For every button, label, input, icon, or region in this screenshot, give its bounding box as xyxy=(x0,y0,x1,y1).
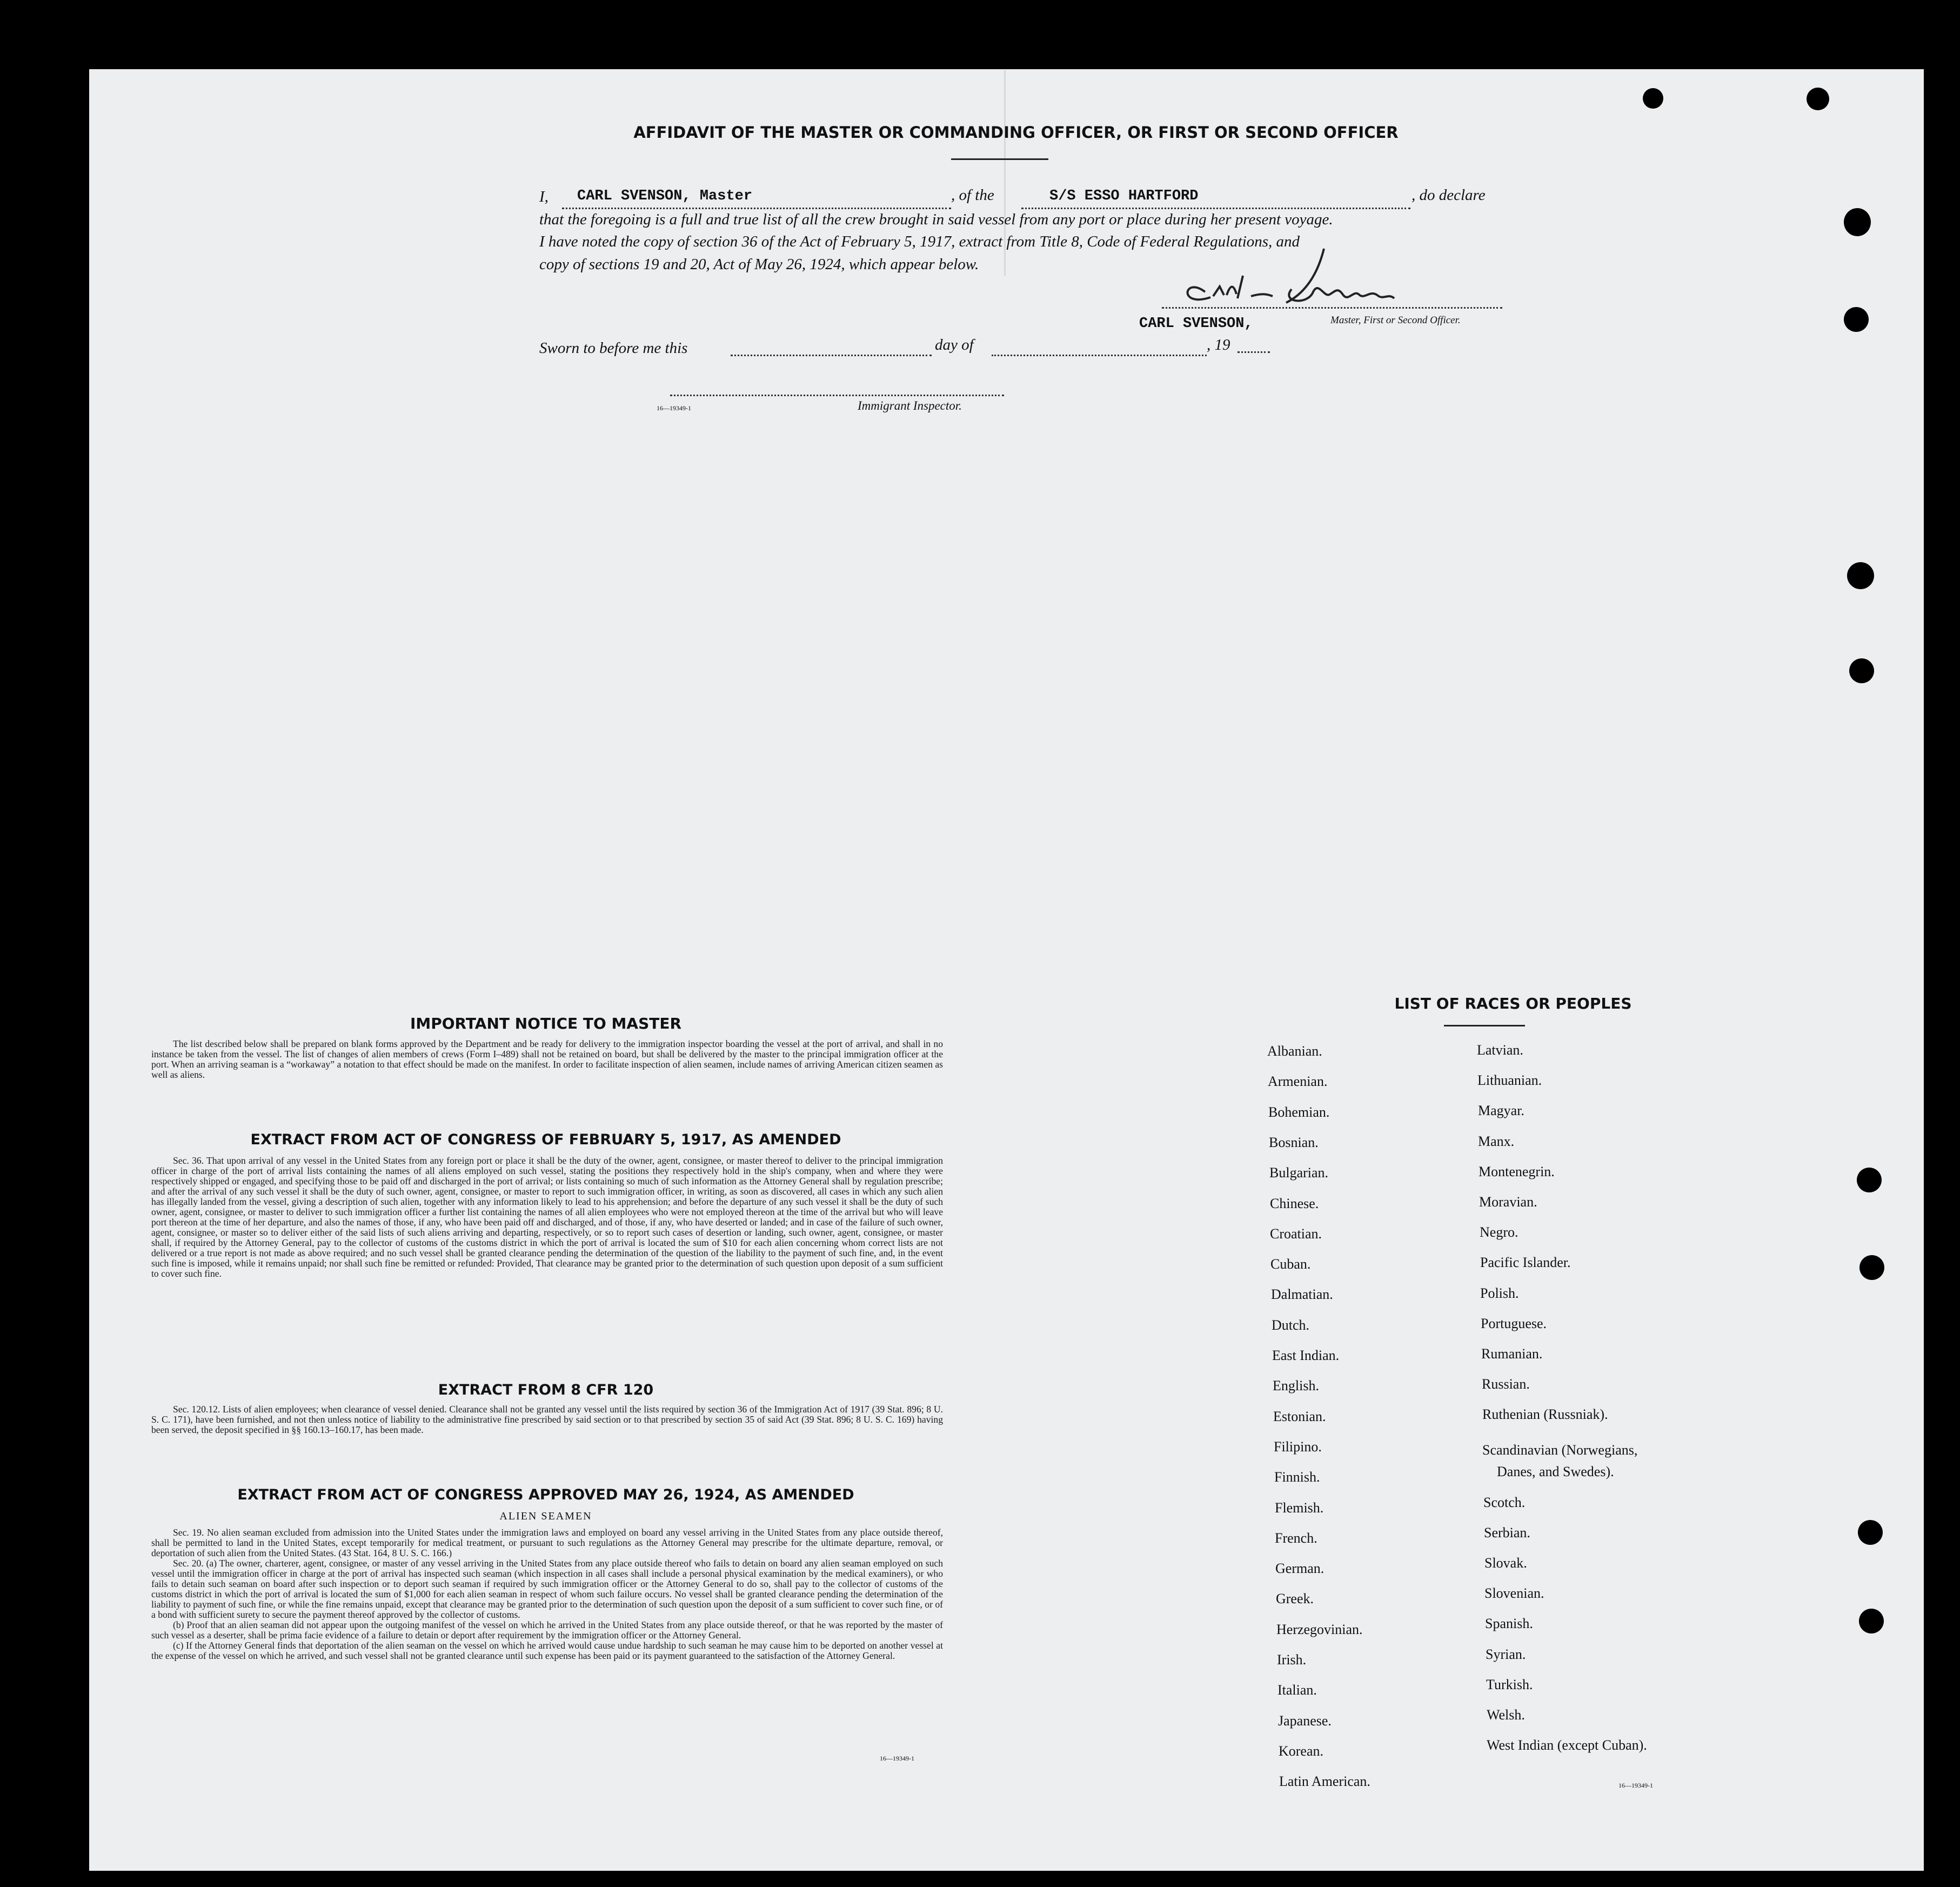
race-item: Finnish. xyxy=(1274,1469,1320,1485)
race-item: Danes, and Swedes). xyxy=(1497,1464,1614,1479)
extract-form-number: 16—19349-1 xyxy=(880,1755,914,1762)
of-the-label: , of the xyxy=(951,186,994,204)
race-item: Portuguese. xyxy=(1481,1316,1547,1331)
race-item: Croatian. xyxy=(1270,1226,1322,1242)
extract-1924-title: EXTRACT FROM ACT OF CONGRESS APPROVED MAY 26, 1924, AS AMENDED xyxy=(237,1486,854,1503)
race-item: Italian. xyxy=(1277,1682,1317,1698)
race-item: Scandinavian (Norwegians, xyxy=(1482,1442,1638,1458)
race-item: Turkish. xyxy=(1486,1677,1533,1692)
year-label: , 19 xyxy=(1207,336,1230,354)
race-item: Rumanian. xyxy=(1481,1346,1543,1362)
title-rule xyxy=(951,158,1048,160)
race-item: East Indian. xyxy=(1272,1348,1340,1363)
race-item: Estonian. xyxy=(1273,1409,1326,1424)
race-item: Slovak. xyxy=(1484,1555,1527,1571)
punch-hole xyxy=(1844,307,1869,332)
extract-1917-title: EXTRACT FROM ACT OF CONGRESS OF FEBRUARY 5, 1917, AS AMENDED xyxy=(250,1131,841,1148)
race-item: Chinese. xyxy=(1270,1196,1319,1211)
extract-1924-p3: (b) Proof that an alien seaman did not appear upon the outgoing manifest of the vessel on which he arrived in the United States from any place outside thereof, or that he was reported by the master of such vessel as a deserter, shall be prima facie evidence of a failure to detain or deport after requirement by the immigration officer or the Attorney General. xyxy=(151,1619,943,1641)
race-item: Moravian. xyxy=(1479,1194,1537,1210)
race-item: English. xyxy=(1273,1378,1319,1393)
race-item: Pacific Islander. xyxy=(1480,1255,1571,1270)
extract-1924-p1: Sec. 19. No alien seaman excluded from admission into the United States under the immigration laws and employed on board any vessel arriving in the United States from any place outside thereof, shall be permitted to land in the United States, except temporarily for medical treatment, or pursuant to such regulations as the Attorney General may prescribe for the ultimate departure, removal, or deportation of such alien from the United States. (43 Stat. 164, 8 U. S. C. 166.) xyxy=(151,1527,943,1558)
race-item: Bosnian. xyxy=(1269,1135,1319,1150)
race-item: West Indian (except Cuban). xyxy=(1487,1737,1647,1753)
race-item: Flemish. xyxy=(1275,1500,1324,1516)
races-title-rule xyxy=(1444,1025,1525,1026)
race-item: Cuban. xyxy=(1270,1256,1311,1272)
signer-title: Master, First or Second Officer. xyxy=(1330,315,1461,326)
punch-hole xyxy=(1857,1168,1882,1192)
extract-1917-text: Sec. 36. That upon arrival of any vessel in the United States from any foreign port or place it shall be the duty of the owner, agent, consignee, or master thereof to deliver to the principal immigration officer in charge of the port of arrival lists containing the names of all aliens employed on such vessel, stating the positions they respectively hold in the ship's company, when and where they were respectively shipped or engaged, and specifying those to be paid off and discharged in the port of arrival; or lists containing so much of such information as the Attorney General shall by regulation prescribe; and after the arrival of any such vessel it shall be the duty of such owner, agent, consignee, or master to report to such immigration officer, in writing, as soon as discovered, all cases in which any such alien has illegally landed from the vessel, giving a description of such alien, together with any information likely to lead to his apprehension; and before the departure of any such vessel it shall be the duty of such owner, agent, consignee, or master to deliver to such immigration officer a further list containing the names of all alien employees who were not employed thereon at the time of the arrival but who will leave port thereon at the time of her departure, and also the names of those, if any, who have been paid off and discharged, and of those, if any, who have deserted or landed; and in case of the failure of such owner, agent, consignee, or master so to deliver either of the said lists of such aliens arriving and departing, respectively, or so to report such cases of desertion or landing, such owner, agent, consignee, or master shall, if required by the Attorney General, pay to the collector of customs of the customs district in which the port of arrival is located the sum of $10 for each alien concerning whom correct lists are not delivered or a true report is not made as above required; and no such vessel shall be granted clearance pending the determination of the question of the liability to the payment of such fine, and, in the event such fine is imposed, while it remains unpaid; nor shall such fine be remitted or refunded: Provided, That clearance may be granted prior to the determination of such question upon deposit of a sum sufficient to cover such fine. xyxy=(151,1155,943,1279)
races-title: LIST OF RACES OR PEOPLES xyxy=(1394,995,1632,1012)
sworn-day-line xyxy=(731,355,932,356)
master-name-typed: CARL SVENSON, Master xyxy=(577,188,753,204)
extract-cfr-block xyxy=(151,1404,943,1435)
race-item: Magyar. xyxy=(1478,1103,1524,1118)
extract-1917-block xyxy=(151,1156,943,1279)
i-label: I, xyxy=(539,188,548,205)
race-item: Irish. xyxy=(1277,1652,1307,1668)
races-form-number: 16—19349-1 xyxy=(1618,1782,1653,1789)
notice-text-block xyxy=(151,1039,943,1080)
do-declare-label: , do declare xyxy=(1412,186,1486,204)
inspector-label: Immigrant Inspector. xyxy=(858,399,962,412)
sworn-year-line xyxy=(1237,351,1270,353)
race-item: Scotch. xyxy=(1483,1495,1526,1510)
name-line xyxy=(562,208,951,209)
race-item: Dutch. xyxy=(1272,1317,1310,1333)
punch-hole xyxy=(1847,562,1874,589)
notice-title: IMPORTANT NOTICE TO MASTER xyxy=(410,1015,682,1032)
punch-hole xyxy=(1844,208,1871,236)
race-item: Montenegrin. xyxy=(1479,1164,1555,1179)
race-item: Korean. xyxy=(1279,1743,1324,1759)
day-of-label: day of xyxy=(935,336,974,354)
race-item: Lithuanian. xyxy=(1477,1072,1542,1088)
notice-text: The list described below shall be prepared on blank forms approved by the Department and be ready for delivery to the immigration inspector boarding the vessel at the port of arrival, and shall in no instance be taken from the vessel. The list of changes of alien members of crews (Form I–489) shall not be retained on board, but shall be delivered by the master to the principal immigration officer at the port. When an arriving seaman is a “workaway” a notation to that effect should be made on the manifest. In order to facilitate inspection of alien seamen, include names of arriving American citizen seamen as well as aliens. xyxy=(151,1038,943,1080)
race-item: Negro. xyxy=(1480,1224,1519,1240)
affidavit-line-2: that the foregoing is a full and true list of all the crew brought in said vessel from any port or place during her present voyage. xyxy=(539,211,1333,228)
race-item: Dalmatian. xyxy=(1271,1286,1333,1302)
race-item: Manx. xyxy=(1478,1133,1515,1149)
punch-hole xyxy=(1859,1609,1884,1633)
race-item: Albanian. xyxy=(1267,1043,1322,1059)
race-item: Ruthenian (Russniak). xyxy=(1482,1406,1608,1422)
race-item: Russian. xyxy=(1482,1376,1530,1392)
race-item: Serbian. xyxy=(1484,1525,1530,1541)
punch-hole xyxy=(1849,658,1874,683)
inspector-line xyxy=(670,395,1004,396)
affidavit-line-3: I have noted the copy of section 36 of the Act of February 5, 1917, extract from Title 8, Code of Federal Regulations, and xyxy=(539,233,1300,250)
signer-name-typed: CARL SVENSON, xyxy=(1139,316,1253,332)
race-item: Slovenian. xyxy=(1484,1585,1544,1601)
race-item: Armenian. xyxy=(1268,1073,1328,1089)
vessel-line xyxy=(1021,208,1410,209)
sworn-month-line xyxy=(992,355,1207,356)
punch-hole xyxy=(1643,88,1663,109)
sworn-label: Sworn to before me this xyxy=(539,339,688,357)
punch-hole xyxy=(1807,88,1829,110)
race-item: Latin American. xyxy=(1279,1773,1370,1789)
punch-hole xyxy=(1858,1520,1883,1545)
affidavit-form-number: 16—19349-1 xyxy=(657,404,691,412)
race-item: Herzegovinian. xyxy=(1276,1622,1363,1637)
race-item: Polish. xyxy=(1480,1285,1519,1301)
affidavit-title: AFFIDAVIT OF THE MASTER OR COMMANDING OFFICER, OR FIRST OR SECOND OFFICER xyxy=(633,123,1399,142)
race-item: Latvian. xyxy=(1477,1042,1523,1058)
extract-cfr-text: Sec. 120.12. Lists of alien employees; when clearance of vessel denied. Clearance shall not be granted any vessel until the lists required by section 36 of the Immigration Act of 1917 (39 Stat. 896; 8 U. S. C. 171), have been furnished, and not then unless notice of liability to the administrative fine prescribed by said section or to that prescribed by section 35 of said Act (39 Stat. 896; 8 U. S. C. 169) having been served, the deposit specified in §§ 160.13–160.17, has been made. xyxy=(151,1404,943,1435)
vessel-name-typed: S/S ESSO HARTFORD xyxy=(1049,188,1199,204)
race-item: Bohemian. xyxy=(1268,1104,1330,1120)
extract-1924-subtitle: ALIEN SEAMEN xyxy=(499,1510,592,1522)
race-item: Filipino. xyxy=(1274,1439,1322,1455)
race-item: Spanish. xyxy=(1485,1616,1533,1631)
race-item: Syrian. xyxy=(1486,1646,1526,1662)
punch-hole xyxy=(1859,1255,1884,1280)
race-item: German. xyxy=(1275,1561,1324,1576)
signature-line xyxy=(1162,307,1502,309)
extract-1924-block xyxy=(151,1528,943,1661)
race-item: Welsh. xyxy=(1487,1707,1525,1723)
race-item: Japanese. xyxy=(1278,1713,1332,1729)
race-item: Bulgarian. xyxy=(1269,1165,1329,1181)
extract-cfr-title: EXTRACT FROM 8 CFR 120 xyxy=(438,1382,654,1398)
race-item: French. xyxy=(1275,1530,1317,1546)
extract-1924-p2: Sec. 20. (a) The owner, charterer, agent, consignee, or master of any vessel arriving in the United States from any place outside thereof who fails to detain on board any alien seaman employed on such vessel until the immigration officer in charge at the port of arrival has inspected such seaman (which inspection in all cases shall include a personal physical examination by the medical examiners), or who fails to detain such seaman on board after such inspection or to deport such seaman if required by such immigration officer or the Attorney General to do so, shall pay to the collector of customs of the customs district in which the port of arrival is located the sum of $1,000 for each alien seaman in respect of whom such failure occurs. No vessel shall be granted clearance pending the determination of the liability to payment of such fine, or while the fine remains unpaid, except that clearance may be granted prior to the determination of such question upon the deposit of a sum sufficient to cover such fine, or of a bond with sufficient surety to secure the payment thereof approved by the collector of customs. xyxy=(151,1558,943,1620)
affidavit-line-4: copy of sections 19 and 20, Act of May 26, 1924, which appear below. xyxy=(539,256,979,273)
race-item: Greek. xyxy=(1276,1591,1314,1606)
extract-1924-p4: (c) If the Attorney General finds that deportation of the alien seaman on the vessel on which he arrived would cause undue hardship to such seaman he may cause him to be deported on another vessel at the expense of the vessel on which he arrived, and such vessel shall not be granted clearance until such expense has been paid or its payment guaranteed to the satisfaction of the Attorney General. xyxy=(151,1640,943,1661)
